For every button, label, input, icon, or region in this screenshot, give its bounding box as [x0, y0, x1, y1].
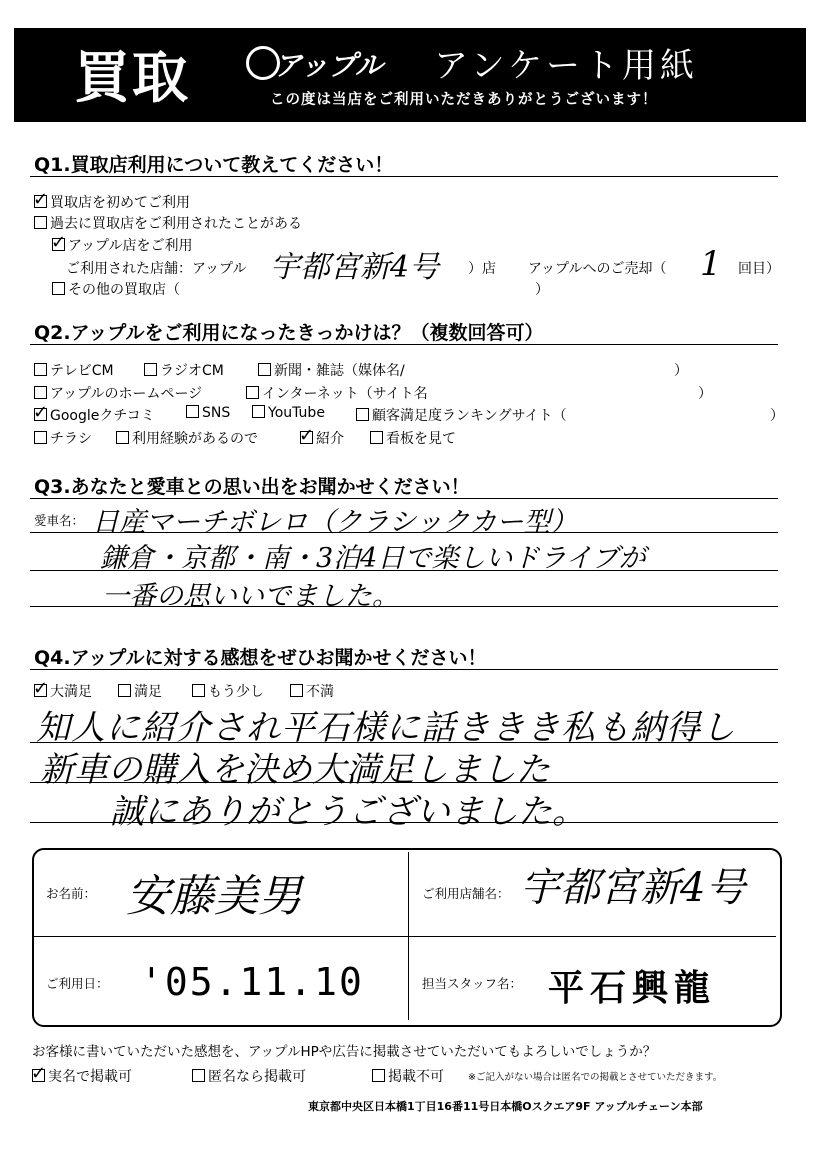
check-mark-icon: ✓: [31, 1063, 47, 1084]
q4-title: Q4.アップルに対する感想をぜひお聞かせください！: [34, 647, 487, 669]
survey-subtitle: この度は当店をご利用いただきありがとうございます！: [270, 92, 658, 108]
publish-option-no[interactable]: 掲載不可: [372, 1066, 444, 1086]
store-value[interactable]: 宇都宮新4号: [520, 865, 746, 911]
checkbox-tv[interactable]: [34, 363, 47, 376]
name-label: お名前：: [46, 886, 97, 901]
checkbox-news[interactable]: [258, 363, 271, 376]
checkbox-satisfied[interactable]: [118, 684, 131, 697]
survey-header: [14, 28, 806, 122]
q1-other-close: ）: [535, 282, 549, 298]
q4-line-1[interactable]: 知人に紹介され平石様に話ききき私も納得し: [36, 708, 736, 748]
company-address: 東京都中央区日本橋1丁目16番11号日本橋Oスクエア9F アップルチェーン本部: [308, 1100, 703, 1113]
checkbox-radio[interactable]: [144, 363, 157, 376]
q3-line-2[interactable]: 鎌倉・京都・南・3泊4日で楽しいドライブが: [100, 543, 646, 574]
q2-divider: [30, 344, 778, 345]
q3-writing-line: [30, 570, 778, 571]
q1-times-value[interactable]: 1: [700, 244, 722, 284]
q2-option-google[interactable]: ✓ Googleクチコミ: [33, 402, 155, 424]
checkbox-internet[interactable]: [246, 386, 259, 399]
q1-store-value[interactable]: 宇都宮新4号: [270, 250, 440, 285]
q1-times-suffix: 回目）: [738, 261, 780, 277]
q3-writing-line: [30, 532, 778, 533]
info-divider-horizontal: [34, 936, 776, 937]
q4-option-unsatisfied[interactable]: 不満: [290, 681, 334, 701]
q4-line-3[interactable]: 誠にありがとうございました。: [110, 792, 586, 832]
checkbox-very-satisfied[interactable]: [33, 678, 49, 699]
info-divider-vertical: [408, 852, 409, 1020]
q3-line-3[interactable]: 一番の思いいでました。: [102, 581, 399, 612]
q4-line-2[interactable]: 新車の購入を決め大満足しました: [40, 750, 550, 790]
check-mark-icon: ✓: [51, 232, 67, 253]
check-mark-icon: ✓: [299, 425, 315, 446]
checkbox-experience[interactable]: [116, 431, 129, 444]
q2-option-flyer[interactable]: チラシ: [34, 428, 92, 448]
date-value[interactable]: '05.11.10: [140, 960, 364, 1004]
checkbox-other[interactable]: [52, 282, 65, 295]
q1-option-other[interactable]: その他の買取店（: [52, 279, 180, 299]
check-mark-icon: ✓: [33, 678, 49, 699]
checkbox-unsatisfied[interactable]: [290, 684, 303, 697]
q3-car-label: 愛車名：: [34, 513, 85, 528]
store-label: ご利用店舗名：: [422, 886, 510, 901]
staff-label: 担当スタッフ名：: [422, 976, 523, 991]
q2-option-sns[interactable]: SNS: [186, 405, 230, 421]
q1-store-label: ご利用された店舗：アップル: [66, 261, 247, 277]
checkbox-signboard[interactable]: [370, 431, 383, 444]
q2-title: Q2.アップルをご利用になったきっかけは？（複数回答可）: [34, 322, 544, 344]
q2-option-signboard[interactable]: 看板を見て: [370, 428, 456, 448]
q1-option-first[interactable]: ✓ 買取店を初めてご利用: [33, 189, 190, 211]
checkbox-apple[interactable]: [51, 232, 67, 253]
q2-option-youtube[interactable]: YouTube: [252, 405, 325, 421]
q2-option-news[interactable]: 新聞・雑誌（媒体名/: [258, 360, 405, 380]
q1-option-past[interactable]: 過去に買取店をご利用されたことがある: [34, 213, 302, 233]
checkbox-anonymous[interactable]: [192, 1069, 205, 1082]
q2-option-tv[interactable]: テレビCM: [34, 360, 114, 380]
q2-option-ranking[interactable]: 顧客満足度ランキングサイト（: [356, 405, 567, 425]
publish-question: お客様に書いていただいた感想を、アップルHPや広告に掲載させていただいてもよろしいでしょうか？: [32, 1044, 657, 1060]
check-mark-icon: ✓: [33, 189, 49, 210]
q1-times-label: アップルへのご売却（: [528, 261, 667, 277]
q3-divider: [30, 498, 778, 499]
brand-name: アップル: [274, 49, 383, 82]
q4-writing-line: [30, 822, 778, 823]
checkbox-ranking[interactable]: [356, 408, 369, 421]
q4-option-very-satisfied[interactable]: ✓ 大満足: [33, 678, 92, 700]
q1-divider: [30, 176, 778, 177]
checkbox-hp[interactable]: [34, 386, 47, 399]
q2-ranking-close: ）: [770, 408, 784, 424]
q1-option-apple[interactable]: ✓ アップル店をご利用: [51, 232, 193, 254]
q3-writing-line: [30, 606, 778, 607]
check-mark-icon: ✓: [33, 402, 49, 423]
checkbox-referral[interactable]: [299, 425, 315, 446]
q2-option-experience[interactable]: 利用経験があるので: [116, 428, 258, 448]
date-label: ご利用日：: [46, 976, 109, 991]
checkbox-past[interactable]: [34, 216, 47, 229]
q4-divider: [30, 669, 778, 670]
survey-title: アンケート用紙: [434, 46, 698, 86]
q2-option-internet[interactable]: インターネット（サイト名: [246, 383, 428, 403]
q3-title: Q3.あなたと愛車との思い出をお聞かせください！: [34, 476, 470, 498]
publish-option-real[interactable]: ✓ 実名で掲載可: [31, 1063, 132, 1085]
q2-internet-close: ）: [698, 386, 712, 402]
checkbox-more[interactable]: [192, 684, 205, 697]
q2-option-referral[interactable]: ✓ 紹介: [299, 425, 344, 447]
checkbox-sns[interactable]: [186, 405, 199, 418]
name-value[interactable]: 安藤美男: [126, 871, 302, 922]
q4-option-satisfied[interactable]: 満足: [118, 681, 162, 701]
q1-title: Q1.買取店利用について教えてください！: [34, 154, 394, 176]
checkbox-flyer[interactable]: [34, 431, 47, 444]
q1-store-suffix: ）店: [468, 261, 496, 277]
publish-note: ※ご記入がない場合は匿名での掲載とさせていただきます。: [468, 1072, 723, 1083]
kaitori-logo: 買取: [74, 46, 190, 111]
checkbox-real-name[interactable]: [31, 1063, 47, 1084]
checkbox-youtube[interactable]: [252, 405, 265, 418]
q2-news-close: ）: [674, 363, 688, 379]
publish-option-anon[interactable]: 匿名なら掲載可: [192, 1066, 306, 1086]
checkbox-google[interactable]: [33, 402, 49, 423]
staff-stamp: 平石興龍: [548, 967, 717, 1009]
q4-option-more[interactable]: もう少し: [192, 681, 264, 701]
checkbox-no-publish[interactable]: [372, 1069, 385, 1082]
checkbox-first[interactable]: [33, 189, 49, 210]
q2-option-radio[interactable]: ラジオCM: [144, 360, 224, 380]
q4-writing-line: [30, 782, 778, 783]
q2-option-hp[interactable]: アップルのホームページ: [34, 383, 202, 403]
q3-line-1[interactable]: 日産マーチボレロ（クラシックカー型）: [92, 507, 578, 538]
